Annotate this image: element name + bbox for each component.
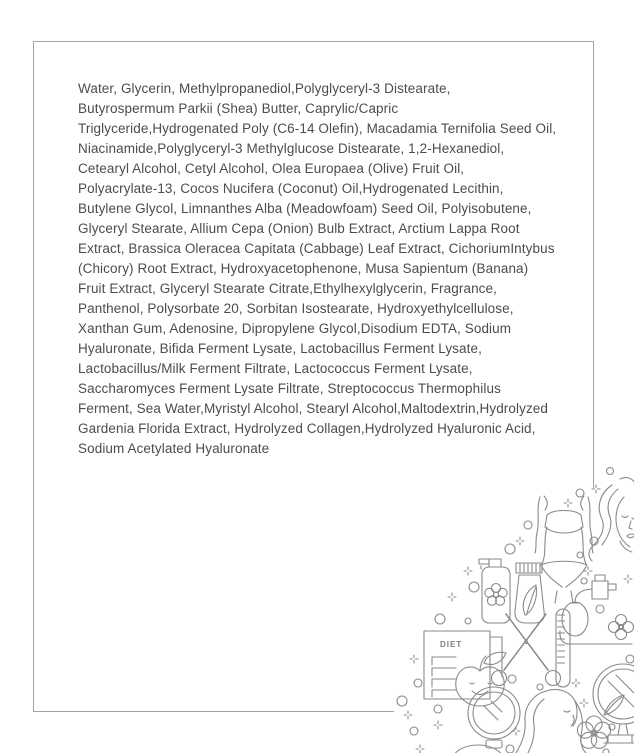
- beauty-illustration: [394, 463, 634, 753]
- ingredients-line: Xanthan Gum, Adenosine, Dipropylene Glycol,Disodium EDTA, Sodium: [78, 321, 512, 336]
- ingredients-line: Butylene Glycol, Limnanthes Alba (Meadowfoam) Seed Oil, Polyisobutene,: [78, 201, 532, 216]
- ingredients-line: Ferment, Sea Water,Myristyl Alcohol, Stearyl Alcohol,Maltodextrin,Hydrolyzed: [78, 401, 549, 416]
- ingredients-line: Gardenia Florida Extract, Hydrolyzed Collagen,Hydrolyzed Hyaluronic Acid,: [78, 421, 536, 436]
- ingredients-line: Niacinamide,Polyglyceryl-3 Methylglucose Distearate, 1,2-Hexanediol,: [78, 141, 505, 156]
- diet-label: DIET: [440, 640, 463, 649]
- ingredients-line: Lactobacillus/Milk Ferment Filtrate, Lactococcus Ferment Lysate,: [78, 361, 473, 376]
- ingredients-line: Polyacrylate-13, Cocos Nucifera (Coconut) Oil,Hydrogenated Lecithin,: [78, 181, 504, 196]
- ingredients-line: Butyrospermum Parkii (Shea) Butter, Caprylic/Capric: [78, 101, 399, 116]
- ingredients-line: Hyaluronate, Bifida Ferment Lysate, Lactobacillus Ferment Lysate,: [78, 341, 482, 356]
- ingredients-line: Water, Glycerin, Methylpropanediol,Polyglyceryl-3 Distearate,: [78, 81, 451, 96]
- ingredients-line: Triglyceride,Hydrogenated Poly (C6-14 Olefin), Macadamia Ternifolia Seed Oil,: [78, 121, 557, 136]
- ingredients-line: Sodium Acetylated Hyaluronate: [78, 441, 270, 456]
- ingredients-line: Saccharomyces Ferment Lysate Filtrate, Streptococcus Thermophilus: [78, 381, 501, 396]
- ingredients-line: Extract, Brassica Oleracea Capitata (Cabbage) Leaf Extract, CichoriumIntybus: [78, 241, 555, 256]
- ingredients-line: Glyceryl Stearate, Allium Cepa (Onion) Bulb Extract, Arctium Lappa Root: [78, 221, 520, 236]
- ingredients-line: Cetearyl Alcohol, Cetyl Alcohol, Olea Europaea (Olive) Fruit Oil,: [78, 161, 465, 176]
- ingredients-line: (Chicory) Root Extract, Hydroxyacetophenone, Musa Sapientum (Banana): [78, 261, 529, 276]
- ingredients-text: [78, 79, 578, 459]
- ingredients-line: Fruit Extract, Glyceryl Stearate Citrate,Ethylhexylglycerin, Fragrance,: [78, 281, 497, 296]
- ingredients-line: Panthenol, Polysorbate 20, Sorbitan Isostearate, Hydroxyethylcellulose,: [78, 301, 514, 316]
